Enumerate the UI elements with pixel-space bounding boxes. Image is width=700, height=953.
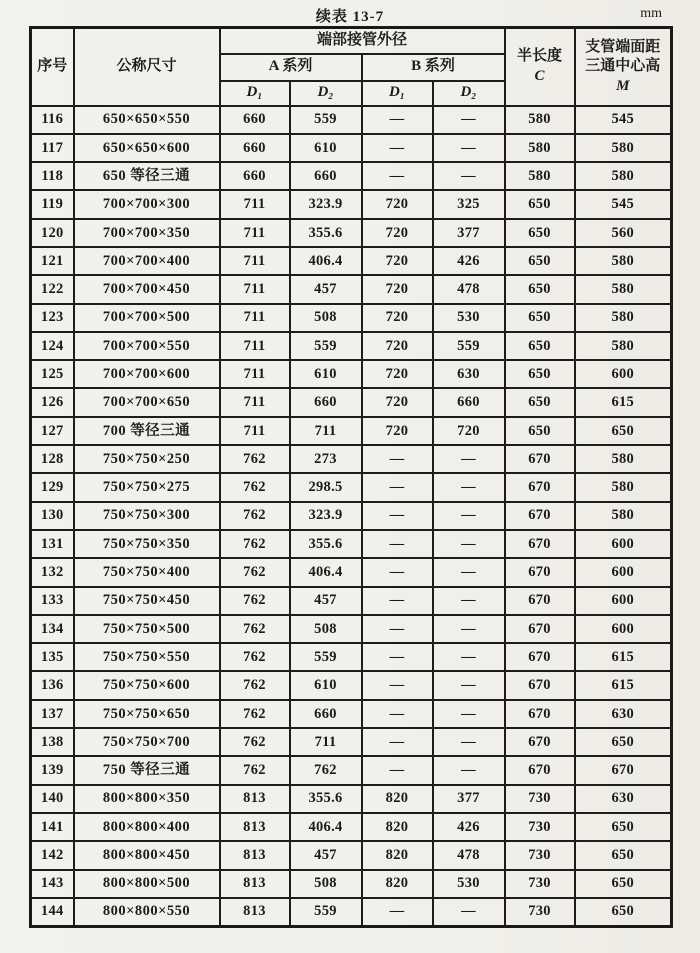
cell-half-length: 670 [505, 530, 575, 558]
cell-b-d2: — [433, 728, 505, 756]
cell-nominal-size: 800×800×500 [74, 870, 220, 898]
cell-b-d1: 720 [362, 219, 433, 247]
cell-branch-height: 615 [575, 643, 672, 671]
cell-a-d2: 355.6 [290, 785, 362, 813]
cell-serial: 124 [31, 332, 74, 360]
cell-b-d2: — [433, 671, 505, 699]
header-series-b-d2: D₂ [433, 81, 505, 106]
cell-serial: 125 [31, 360, 74, 388]
table-row [31, 898, 672, 926]
header-series-b-d1: D₁ [362, 81, 433, 106]
header-series-b: B 系列 [362, 54, 505, 81]
table-row [31, 388, 672, 416]
header-branch-height [575, 28, 672, 106]
cell-b-d2: 478 [433, 275, 505, 303]
cell-a-d2: 406.4 [290, 558, 362, 586]
cell-b-d1: 720 [362, 388, 433, 416]
cell-a-d2: 711 [290, 728, 362, 756]
cell-nominal-size: 750×750×350 [74, 530, 220, 558]
pipe-tee-dimension-table [29, 26, 673, 928]
table-row [31, 417, 672, 445]
cell-b-d2: — [433, 134, 505, 162]
cell-b-d2: — [433, 445, 505, 473]
cell-branch-height: 545 [575, 106, 672, 134]
cell-half-length: 670 [505, 502, 575, 530]
cell-branch-height: 600 [575, 530, 672, 558]
cell-a-d1: 762 [220, 445, 290, 473]
cell-b-d2: — [433, 587, 505, 615]
table-row [31, 870, 672, 898]
cell-b-d1: — [362, 473, 433, 501]
cell-nominal-size: 800×800×350 [74, 785, 220, 813]
cell-b-d1: 720 [362, 247, 433, 275]
cell-a-d2: 457 [290, 587, 362, 615]
table-row [31, 190, 672, 218]
cell-a-d1: 762 [220, 671, 290, 699]
cell-nominal-size: 700 等径三通 [74, 417, 220, 445]
cell-b-d2: 559 [433, 332, 505, 360]
cell-b-d1: — [362, 728, 433, 756]
cell-a-d2: 406.4 [290, 247, 362, 275]
cell-nominal-size: 750×750×450 [74, 587, 220, 615]
cell-a-d1: 711 [220, 332, 290, 360]
cell-a-d1: 660 [220, 162, 290, 190]
cell-branch-height: 650 [575, 898, 672, 926]
cell-b-d1: — [362, 700, 433, 728]
cell-half-length: 670 [505, 473, 575, 501]
unit-label: mm [640, 6, 662, 21]
cell-a-d1: 762 [220, 558, 290, 586]
cell-serial: 120 [31, 219, 74, 247]
cell-half-length: 730 [505, 813, 575, 841]
table-row [31, 530, 672, 558]
table-row [31, 332, 672, 360]
cell-a-d2: 355.6 [290, 219, 362, 247]
cell-nominal-size: 750×750×550 [74, 643, 220, 671]
header-series-a: A 系列 [220, 54, 362, 81]
cell-b-d2: 720 [433, 417, 505, 445]
cell-a-d2: 508 [290, 304, 362, 332]
cell-b-d1: 720 [362, 275, 433, 303]
table-row [31, 247, 672, 275]
cell-serial: 142 [31, 841, 74, 869]
cell-branch-height: 580 [575, 304, 672, 332]
header-half-length-symbol: C [534, 67, 545, 84]
cell-a-d1: 813 [220, 898, 290, 926]
cell-a-d1: 711 [220, 190, 290, 218]
table-row [31, 700, 672, 728]
cell-b-d1: — [362, 106, 433, 134]
cell-a-d1: 711 [220, 388, 290, 416]
cell-b-d1: — [362, 615, 433, 643]
cell-b-d2: 530 [433, 870, 505, 898]
cell-a-d2: 610 [290, 671, 362, 699]
cell-a-d1: 762 [220, 615, 290, 643]
cell-a-d1: 813 [220, 813, 290, 841]
cell-a-d1: 813 [220, 841, 290, 869]
cell-serial: 119 [31, 190, 74, 218]
cell-branch-height: 580 [575, 332, 672, 360]
cell-nominal-size: 750×750×275 [74, 473, 220, 501]
cell-b-d1: — [362, 530, 433, 558]
header-half-length [505, 28, 575, 106]
cell-branch-height: 580 [575, 162, 672, 190]
cell-a-d2: 273 [290, 445, 362, 473]
table-row [31, 615, 672, 643]
cell-b-d1: — [362, 134, 433, 162]
cell-branch-height: 580 [575, 275, 672, 303]
cell-serial: 133 [31, 587, 74, 615]
cell-half-length: 650 [505, 304, 575, 332]
table-row [31, 558, 672, 586]
cell-a-d2: 660 [290, 700, 362, 728]
cell-half-length: 580 [505, 106, 575, 134]
cell-nominal-size: 650 等径三通 [74, 162, 220, 190]
header-serial: 序号 [31, 28, 74, 106]
cell-branch-height: 630 [575, 700, 672, 728]
cell-serial: 141 [31, 813, 74, 841]
header-branch-height-label-1: 支管端面距 [585, 38, 661, 55]
cell-nominal-size: 800×800×450 [74, 841, 220, 869]
cell-a-d2: 559 [290, 332, 362, 360]
cell-branch-height: 545 [575, 190, 672, 218]
cell-serial: 126 [31, 388, 74, 416]
table-row [31, 643, 672, 671]
cell-half-length: 670 [505, 445, 575, 473]
table-row [31, 756, 672, 784]
table-row [31, 304, 672, 332]
cell-branch-height: 560 [575, 219, 672, 247]
cell-half-length: 730 [505, 841, 575, 869]
cell-b-d1: — [362, 502, 433, 530]
cell-half-length: 650 [505, 332, 575, 360]
cell-b-d1: — [362, 558, 433, 586]
cell-nominal-size: 650×650×600 [74, 134, 220, 162]
cell-b-d2: — [433, 756, 505, 784]
cell-serial: 116 [31, 106, 74, 134]
cell-b-d1: 720 [362, 360, 433, 388]
cell-a-d1: 762 [220, 700, 290, 728]
cell-a-d1: 762 [220, 473, 290, 501]
cell-serial: 138 [31, 728, 74, 756]
cell-b-d1: 720 [362, 332, 433, 360]
cell-a-d1: 660 [220, 134, 290, 162]
cell-b-d2: — [433, 898, 505, 926]
cell-b-d1: — [362, 898, 433, 926]
cell-b-d2: 426 [433, 247, 505, 275]
cell-a-d1: 711 [220, 304, 290, 332]
cell-a-d2: 457 [290, 841, 362, 869]
page-title: 续表 13-7 [315, 9, 385, 25]
cell-nominal-size: 700×700×600 [74, 360, 220, 388]
cell-half-length: 650 [505, 219, 575, 247]
cell-b-d1: 720 [362, 190, 433, 218]
cell-branch-height: 630 [575, 785, 672, 813]
cell-a-d2: 559 [290, 643, 362, 671]
cell-b-d1: — [362, 587, 433, 615]
cell-half-length: 650 [505, 190, 575, 218]
cell-serial: 117 [31, 134, 74, 162]
cell-a-d2: 711 [290, 417, 362, 445]
cell-nominal-size: 750×750×300 [74, 502, 220, 530]
cell-serial: 122 [31, 275, 74, 303]
cell-b-d1: 820 [362, 813, 433, 841]
cell-branch-height: 600 [575, 558, 672, 586]
cell-branch-height: 580 [575, 134, 672, 162]
cell-b-d2: — [433, 502, 505, 530]
cell-a-d2: 559 [290, 898, 362, 926]
cell-branch-height: 580 [575, 445, 672, 473]
cell-serial: 121 [31, 247, 74, 275]
table-row [31, 785, 672, 813]
cell-a-d1: 762 [220, 756, 290, 784]
cell-b-d2: 377 [433, 785, 505, 813]
cell-b-d2: — [433, 106, 505, 134]
cell-half-length: 670 [505, 587, 575, 615]
cell-a-d2: 355.6 [290, 530, 362, 558]
table-row [31, 671, 672, 699]
cell-branch-height: 650 [575, 841, 672, 869]
cell-b-d2: — [433, 473, 505, 501]
cell-b-d1: — [362, 445, 433, 473]
cell-nominal-size: 700×700×650 [74, 388, 220, 416]
cell-a-d1: 813 [220, 785, 290, 813]
table-row [31, 106, 672, 134]
cell-a-d2: 660 [290, 388, 362, 416]
cell-half-length: 650 [505, 247, 575, 275]
cell-nominal-size: 800×800×400 [74, 813, 220, 841]
cell-b-d2: 478 [433, 841, 505, 869]
cell-serial: 130 [31, 502, 74, 530]
table-row [31, 162, 672, 190]
cell-branch-height: 650 [575, 870, 672, 898]
cell-branch-height: 615 [575, 388, 672, 416]
header-half-length-label: 半长度 [517, 48, 563, 65]
cell-serial: 137 [31, 700, 74, 728]
cell-a-d2: 406.4 [290, 813, 362, 841]
cell-a-d2: 610 [290, 360, 362, 388]
cell-nominal-size: 700×700×400 [74, 247, 220, 275]
cell-half-length: 670 [505, 558, 575, 586]
cell-a-d2: 660 [290, 162, 362, 190]
cell-a-d1: 762 [220, 728, 290, 756]
cell-nominal-size: 750×750×500 [74, 615, 220, 643]
cell-b-d1: — [362, 162, 433, 190]
cell-a-d1: 762 [220, 643, 290, 671]
cell-nominal-size: 750 等径三通 [74, 756, 220, 784]
cell-branch-height: 650 [575, 417, 672, 445]
cell-a-d1: 762 [220, 587, 290, 615]
cell-b-d1: — [362, 756, 433, 784]
cell-branch-height: 580 [575, 473, 672, 501]
cell-branch-height: 670 [575, 756, 672, 784]
cell-a-d2: 323.9 [290, 502, 362, 530]
cell-b-d1: 720 [362, 304, 433, 332]
cell-half-length: 580 [505, 134, 575, 162]
table-row [31, 275, 672, 303]
cell-half-length: 670 [505, 700, 575, 728]
cell-serial: 127 [31, 417, 74, 445]
cell-nominal-size: 750×750×600 [74, 671, 220, 699]
cell-a-d2: 610 [290, 134, 362, 162]
cell-serial: 123 [31, 304, 74, 332]
cell-serial: 118 [31, 162, 74, 190]
cell-b-d2: — [433, 162, 505, 190]
cell-serial: 143 [31, 870, 74, 898]
table-row [31, 813, 672, 841]
cell-b-d1: 820 [362, 870, 433, 898]
cell-half-length: 650 [505, 275, 575, 303]
cell-serial: 131 [31, 530, 74, 558]
cell-serial: 129 [31, 473, 74, 501]
cell-a-d2: 762 [290, 756, 362, 784]
cell-branch-height: 600 [575, 360, 672, 388]
cell-nominal-size: 700×700×300 [74, 190, 220, 218]
cell-branch-height: 600 [575, 615, 672, 643]
cell-half-length: 670 [505, 728, 575, 756]
cell-b-d1: — [362, 643, 433, 671]
table-row [31, 360, 672, 388]
cell-a-d1: 711 [220, 417, 290, 445]
header-branch-height-symbol: M [616, 77, 630, 94]
page-header [0, 0, 700, 26]
cell-b-d2: — [433, 700, 505, 728]
cell-a-d1: 711 [220, 275, 290, 303]
cell-a-d2: 559 [290, 106, 362, 134]
cell-a-d1: 711 [220, 219, 290, 247]
cell-a-d1: 762 [220, 502, 290, 530]
cell-nominal-size: 650×650×550 [74, 106, 220, 134]
table-row [31, 841, 672, 869]
cell-serial: 136 [31, 671, 74, 699]
cell-serial: 134 [31, 615, 74, 643]
cell-half-length: 650 [505, 417, 575, 445]
cell-b-d1: 720 [362, 417, 433, 445]
header-series-a-d1: D₁ [220, 81, 290, 106]
cell-nominal-size: 750×750×700 [74, 728, 220, 756]
cell-a-d2: 508 [290, 615, 362, 643]
cell-nominal-size: 700×700×500 [74, 304, 220, 332]
cell-half-length: 670 [505, 756, 575, 784]
cell-serial: 135 [31, 643, 74, 671]
cell-branch-height: 580 [575, 502, 672, 530]
cell-b-d2: 325 [433, 190, 505, 218]
cell-b-d2: 660 [433, 388, 505, 416]
cell-b-d2: — [433, 530, 505, 558]
cell-a-d2: 457 [290, 275, 362, 303]
cell-a-d1: 762 [220, 530, 290, 558]
cell-a-d2: 508 [290, 870, 362, 898]
cell-a-d2: 323.9 [290, 190, 362, 218]
cell-nominal-size: 750×750×650 [74, 700, 220, 728]
cell-a-d1: 711 [220, 360, 290, 388]
cell-half-length: 650 [505, 388, 575, 416]
table-row [31, 728, 672, 756]
cell-b-d2: — [433, 615, 505, 643]
cell-serial: 132 [31, 558, 74, 586]
table-row [31, 587, 672, 615]
cell-b-d2: — [433, 643, 505, 671]
cell-b-d1: — [362, 671, 433, 699]
cell-nominal-size: 700×700×450 [74, 275, 220, 303]
cell-b-d2: — [433, 558, 505, 586]
header-end-pipe-od: 端部接管外径 [220, 28, 505, 54]
table-row [31, 219, 672, 247]
cell-serial: 144 [31, 898, 74, 926]
table-row [31, 502, 672, 530]
cell-a-d1: 711 [220, 247, 290, 275]
header-nominal-size: 公称尺寸 [74, 28, 220, 106]
header-series-a-d2: D₂ [290, 81, 362, 106]
cell-half-length: 730 [505, 898, 575, 926]
cell-serial: 139 [31, 756, 74, 784]
cell-b-d1: 820 [362, 785, 433, 813]
cell-serial: 128 [31, 445, 74, 473]
cell-half-length: 730 [505, 785, 575, 813]
table-row [31, 134, 672, 162]
table-row [31, 445, 672, 473]
cell-branch-height: 615 [575, 671, 672, 699]
cell-branch-height: 580 [575, 247, 672, 275]
cell-branch-height: 650 [575, 728, 672, 756]
cell-serial: 140 [31, 785, 74, 813]
cell-half-length: 670 [505, 615, 575, 643]
header-branch-height-label-2: 三通中心高 [585, 58, 661, 74]
cell-nominal-size: 700×700×350 [74, 219, 220, 247]
cell-b-d1: 820 [362, 841, 433, 869]
cell-half-length: 730 [505, 870, 575, 898]
cell-b-d2: 530 [433, 304, 505, 332]
cell-half-length: 580 [505, 162, 575, 190]
cell-nominal-size: 750×750×250 [74, 445, 220, 473]
cell-b-d2: 377 [433, 219, 505, 247]
cell-branch-height: 600 [575, 587, 672, 615]
cell-a-d1: 813 [220, 870, 290, 898]
cell-half-length: 670 [505, 671, 575, 699]
table-row [31, 473, 672, 501]
cell-nominal-size: 800×800×550 [74, 898, 220, 926]
cell-half-length: 670 [505, 643, 575, 671]
cell-b-d2: 426 [433, 813, 505, 841]
cell-half-length: 650 [505, 360, 575, 388]
cell-a-d2: 298.5 [290, 473, 362, 501]
cell-nominal-size: 750×750×400 [74, 558, 220, 586]
cell-nominal-size: 700×700×550 [74, 332, 220, 360]
cell-a-d1: 660 [220, 106, 290, 134]
cell-branch-height: 650 [575, 813, 672, 841]
cell-b-d2: 630 [433, 360, 505, 388]
